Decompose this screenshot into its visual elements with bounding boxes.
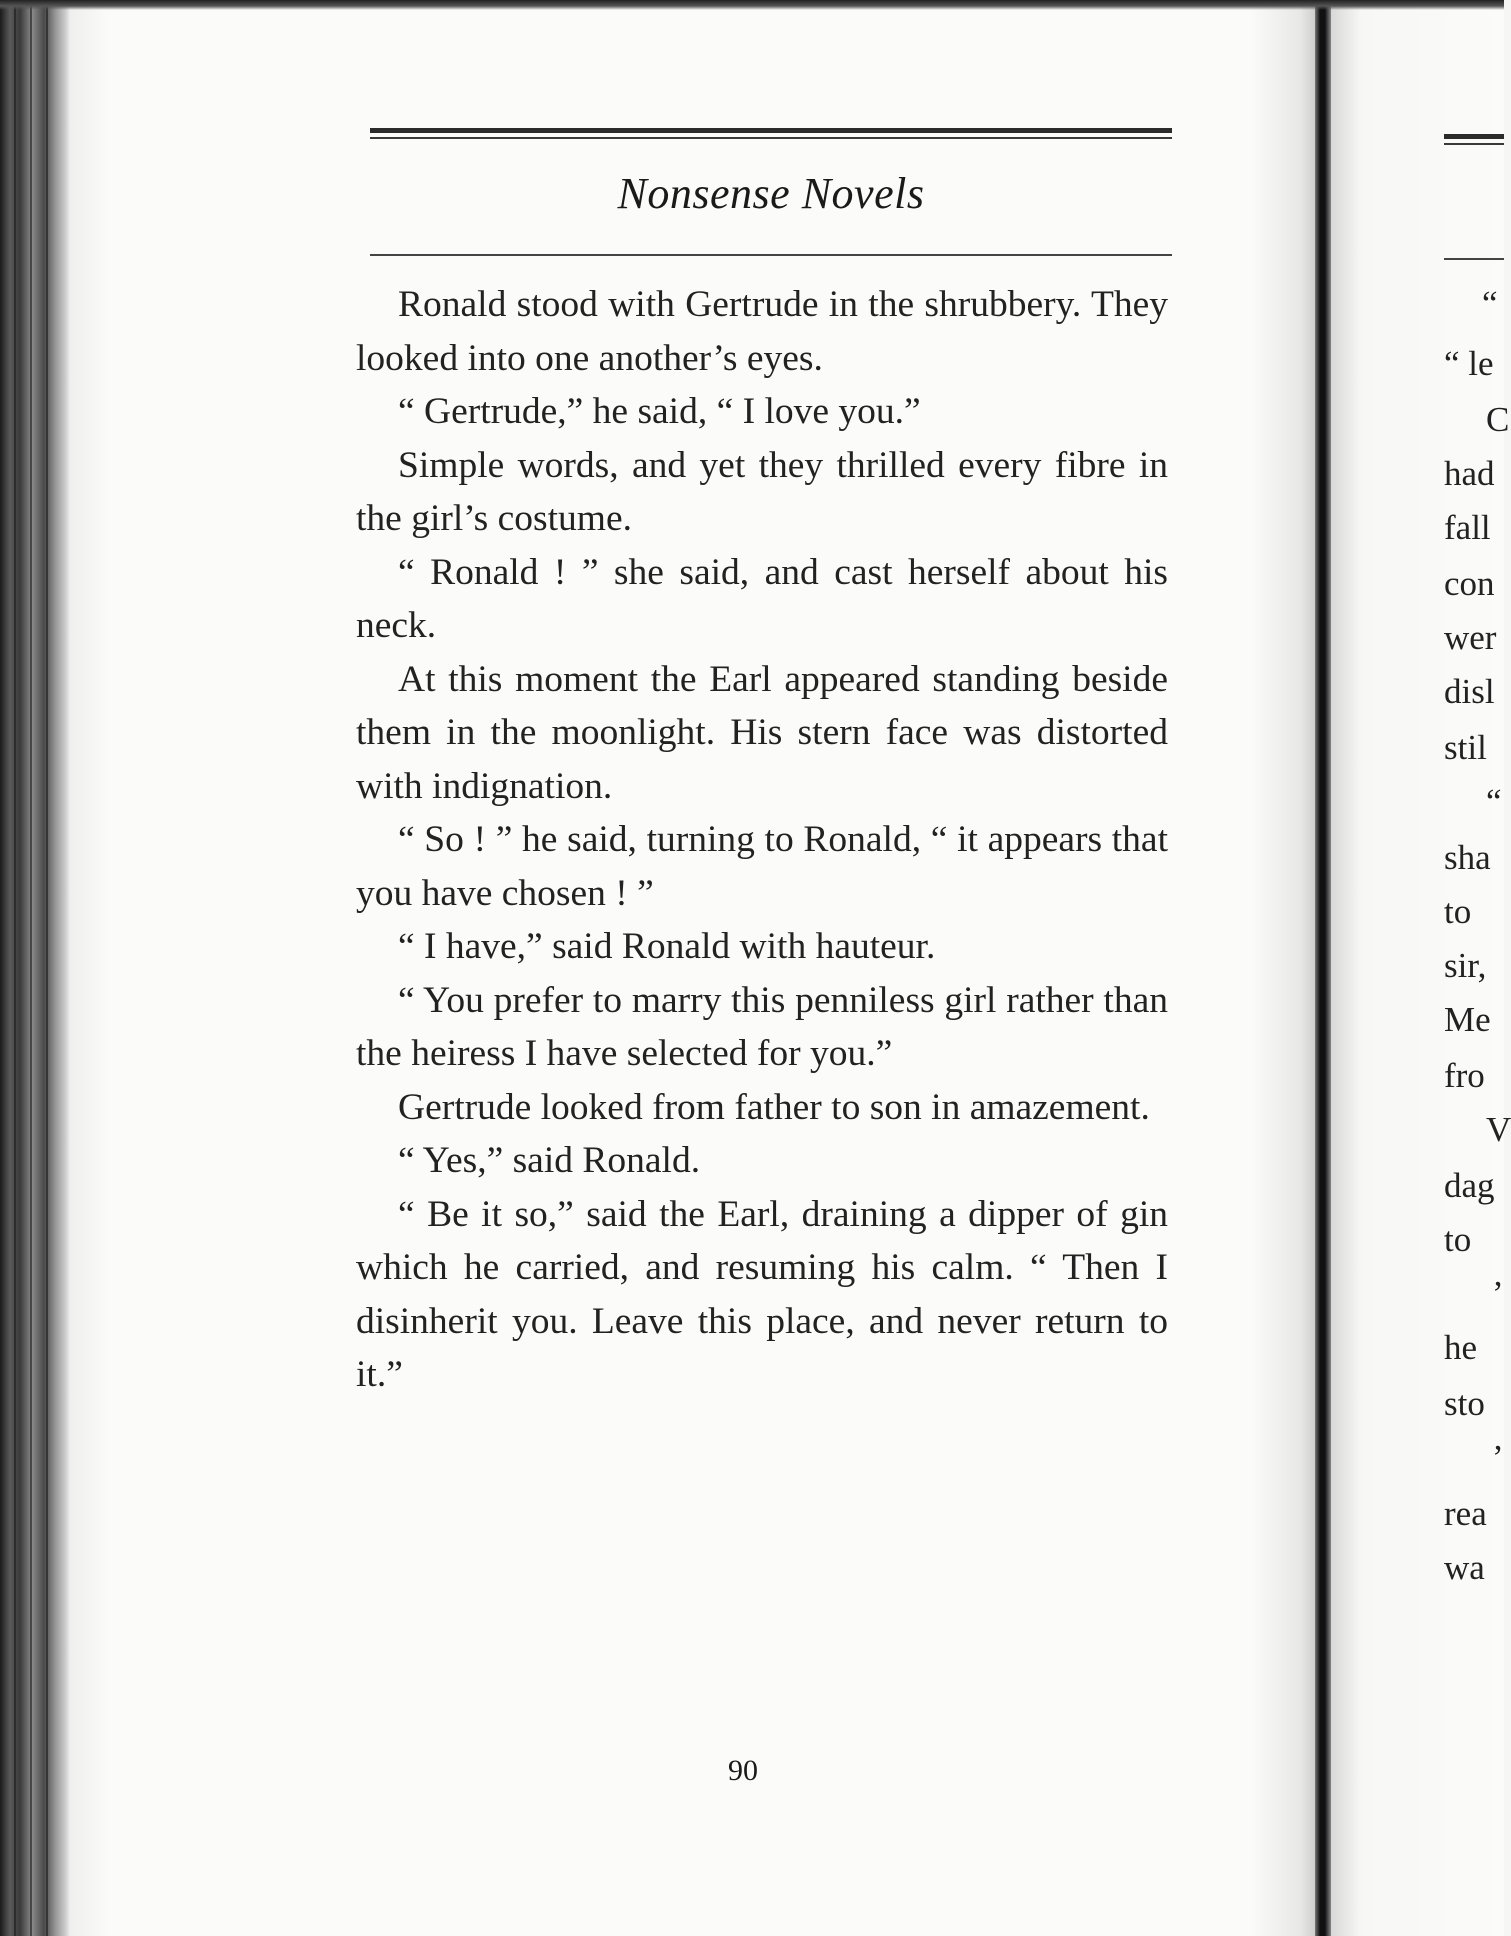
facing-text-fragment: ’ — [1492, 1438, 1504, 1477]
paragraph: “ Be it so,” said the Earl, draining a dipper of gin which he carried, and resuming his calm. “ Then I disinherit you. Leave this place, and never return to it.” — [356, 1193, 1168, 1395]
facing-text-fragment: disl — [1444, 672, 1495, 711]
paragraph: Ronald stood with Gertrude in the shrubbery. They looked into one another’s eyes. — [356, 284, 1168, 379]
facing-text-fragment: he — [1444, 1328, 1478, 1367]
facing-header-bottom-rule — [1444, 258, 1504, 260]
facing-text-fragment: “ — [1486, 782, 1502, 821]
facing-text-fragment: C — [1486, 400, 1510, 439]
paragraph: “ So ! ” he said, turning to Ronald, “ it appears that you have chosen ! ” — [356, 819, 1168, 914]
facing-header-rule-thin — [1444, 143, 1504, 145]
page-number: 90 — [728, 1754, 758, 1787]
facing-text-fragment: stil — [1444, 728, 1487, 767]
body-text — [356, 278, 1168, 1402]
header-rule-thin — [370, 137, 1172, 139]
facing-header-rule-thick — [1444, 134, 1504, 139]
facing-text-fragment: Me — [1444, 1000, 1491, 1039]
facing-text-fragment: dag — [1444, 1166, 1495, 1205]
paragraph: “ You prefer to marry this penniless girl rather than the heiress I have selected for you.” — [356, 979, 1168, 1074]
facing-text-fragment: fall — [1444, 508, 1491, 547]
paragraph: Simple words, and yet they thrilled every fibre in the girl’s costume. — [356, 444, 1168, 539]
paragraph: At this moment the Earl appeared standing beside them in the moonlight. His stern face was distorted with indignation. — [356, 658, 1168, 807]
facing-text-fragment: wa — [1444, 1548, 1485, 1587]
paragraph: “ Ronald ! ” she said, and cast herself about his neck. — [356, 551, 1168, 646]
facing-text-fragment: sir, — [1444, 946, 1487, 985]
facing-text-fragment: ’ — [1492, 1274, 1504, 1313]
facing-text-fragment: “ le — [1444, 344, 1494, 383]
spine-line — [46, 0, 48, 1936]
paragraph: Gertrude looked from father to son in amazement. — [398, 1086, 1150, 1128]
spine-line — [14, 0, 16, 1936]
header-bottom-rule — [370, 254, 1172, 256]
facing-text-fragment: sha — [1444, 838, 1491, 877]
facing-text-fragment: had — [1444, 454, 1495, 493]
running-head: Nonsense Novels — [617, 169, 925, 218]
facing-text-fragment: con — [1444, 564, 1495, 603]
paragraph: “ Yes,” said Ronald. — [398, 1140, 701, 1181]
facing-text-fragment: “ — [1482, 284, 1498, 323]
page-gutter — [1315, 0, 1331, 1936]
facing-text-fragment: wer — [1444, 618, 1497, 657]
facing-text-fragment: to — [1444, 892, 1472, 931]
header-double-rule — [370, 128, 1172, 140]
facing-text-fragment: V — [1486, 1110, 1511, 1149]
header-rule-thick — [370, 128, 1172, 133]
book-spine-edge — [0, 0, 70, 1936]
paragraph: “ Gertrude,” he said, “ I love you.” — [398, 391, 921, 432]
top-edge — [0, 0, 1504, 10]
paragraph: “ I have,” said Ronald with hauteur. — [398, 926, 936, 967]
facing-text-fragment: fro — [1444, 1056, 1485, 1095]
facing-text-fragment: sto — [1444, 1384, 1485, 1423]
facing-text-fragment: to — [1444, 1220, 1472, 1259]
facing-text-fragment: rea — [1444, 1494, 1487, 1533]
spine-line — [30, 0, 32, 1936]
